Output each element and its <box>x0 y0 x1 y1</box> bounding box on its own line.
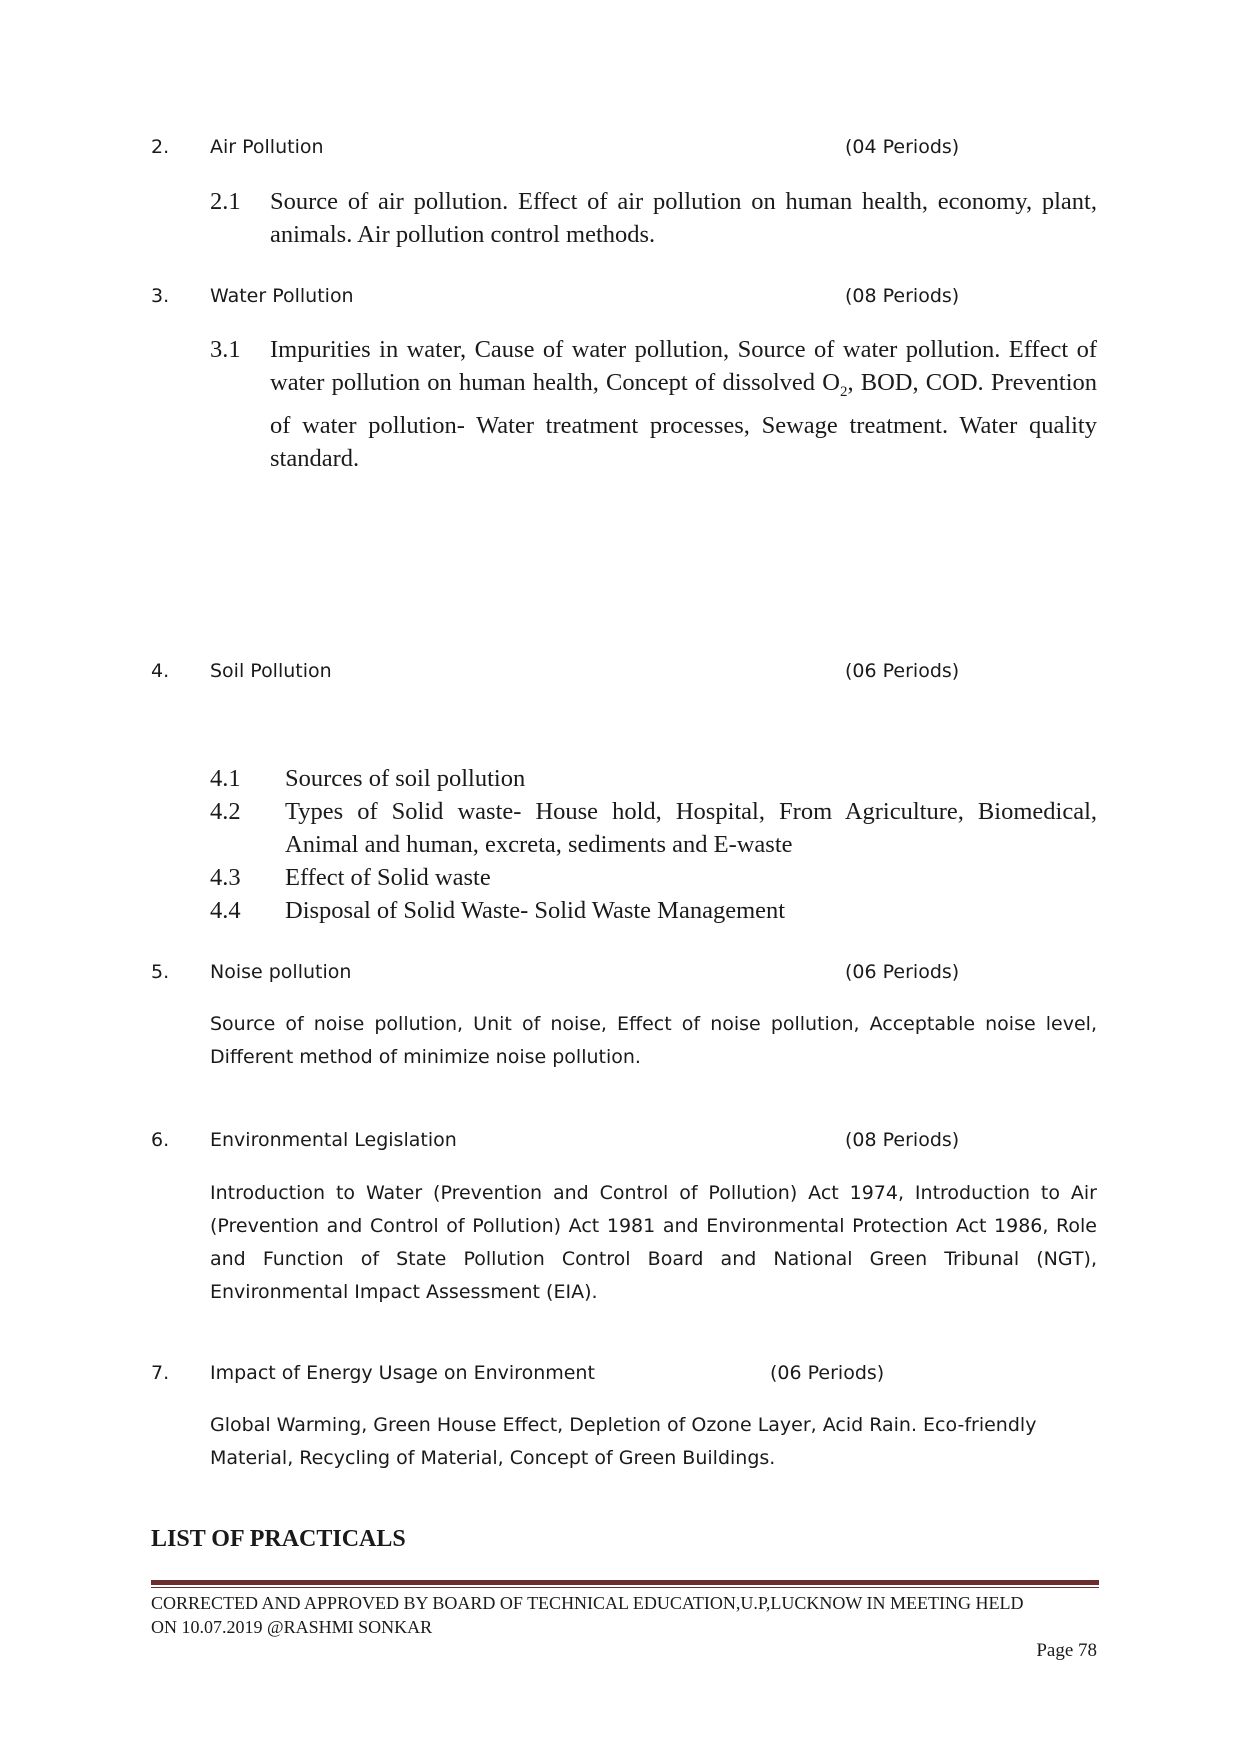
section-7-periods: (06 Periods) <box>770 1362 885 1384</box>
section-6-periods: (08 Periods) <box>845 1129 960 1151</box>
soil-item-text: Sources of soil pollution <box>285 765 526 792</box>
soil-item-number: 4.4 <box>210 897 241 924</box>
section-3-title: Water Pollution <box>210 285 354 307</box>
practicals-heading: LIST OF PRACTICALS <box>151 1526 406 1552</box>
noise-text: Source of noise pollution, Unit of noise, Effect of noise pollution, Acceptable noise level, Different method of minimize noise pollution. <box>210 1013 1097 1068</box>
air-subsection <box>210 185 1097 251</box>
section-3-periods: (08 Periods) <box>845 285 960 307</box>
water-subsection-text <box>270 333 1097 475</box>
soil-item-number: 4.3 <box>210 864 241 891</box>
soil-item <box>210 762 1097 795</box>
footer-line-2: ON 10.07.2019 @RASHMI SONKAR <box>151 1617 433 1637</box>
soil-item-text: Types of Solid waste- House hold, Hospital, From Agriculture, Biomedical, Animal and human, excreta, sediments and E-waste <box>285 798 1097 858</box>
section-4-periods: (06 Periods) <box>845 660 960 682</box>
section-6-title: Environmental Legislation <box>210 1129 457 1151</box>
section-5-number: 5. <box>151 961 170 983</box>
section-3-number: 3. <box>151 285 170 307</box>
footer-line-1: CORRECTED AND APPROVED BY BOARD OF TECHNICAL EDUCATION,U.P,LUCKNOW IN MEETING HELD <box>151 1593 1024 1613</box>
soil-item <box>210 861 1097 894</box>
section-7-number: 7. <box>151 1362 170 1384</box>
section-2-title: Air Pollution <box>210 136 324 158</box>
soil-item-text: Disposal of Solid Waste- Solid Waste Management <box>285 897 786 924</box>
footer-approval <box>151 1591 1099 1639</box>
section-6-number: 6. <box>151 1129 170 1151</box>
soil-item <box>210 894 1097 927</box>
footer-rule-thick <box>151 1580 1099 1585</box>
footer-rule-thin <box>151 1587 1099 1588</box>
water-subsection <box>210 333 1097 475</box>
water-subsection-number: 3.1 <box>210 336 241 363</box>
air-subsection-text: Source of air pollution. Effect of air pollution on human health, economy, plant, animals. Air pollution control methods. <box>270 188 1097 248</box>
legislation-text: Introduction to Water (Prevention and Control of Pollution) Act 1974, Introduction to Air (Prevention and Control of Pollution) Act 1981 and Environmental Protection Act 1986, Role and Function of State Pollution Control Board and National Green Tribunal (NGT), Environmental Impact Assessment (EIA). <box>210 1182 1097 1303</box>
water-text-part2: , BOD, COD. Prevention of water pollution- Water treatment processes, Sewage treatment. Water quality standard. <box>270 369 1098 472</box>
section-4-number: 4. <box>151 660 170 682</box>
soil-item-number: 4.1 <box>210 765 241 792</box>
section-5-title: Noise pollution <box>210 961 352 983</box>
section-4-title: Soil Pollution <box>210 660 332 682</box>
air-subsection-number: 2.1 <box>210 188 241 215</box>
water-text-part1: Impurities in water, Cause of water pollution, Source of water pollution. Effect of water pollution on human health, Concept of dissolved O <box>270 336 1097 396</box>
soil-item <box>210 795 1097 861</box>
soil-item-number: 4.2 <box>210 798 241 825</box>
soil-item-text: Effect of Solid waste <box>285 864 491 891</box>
section-2-number: 2. <box>151 136 170 158</box>
section-5-periods: (06 Periods) <box>845 961 960 983</box>
section-2-periods: (04 Periods) <box>845 136 960 158</box>
section-7-title: Impact of Energy Usage on Environment <box>210 1362 595 1384</box>
page-number: Page 78 <box>1036 1640 1097 1661</box>
water-o2-subscript: 2 <box>839 383 848 400</box>
energy-text: Global Warming, Green House Effect, Depletion of Ozone Layer, Acid Rain. Eco-friendly Material, Recycling of Material, Concept of Green Buildings. <box>210 1414 1037 1469</box>
